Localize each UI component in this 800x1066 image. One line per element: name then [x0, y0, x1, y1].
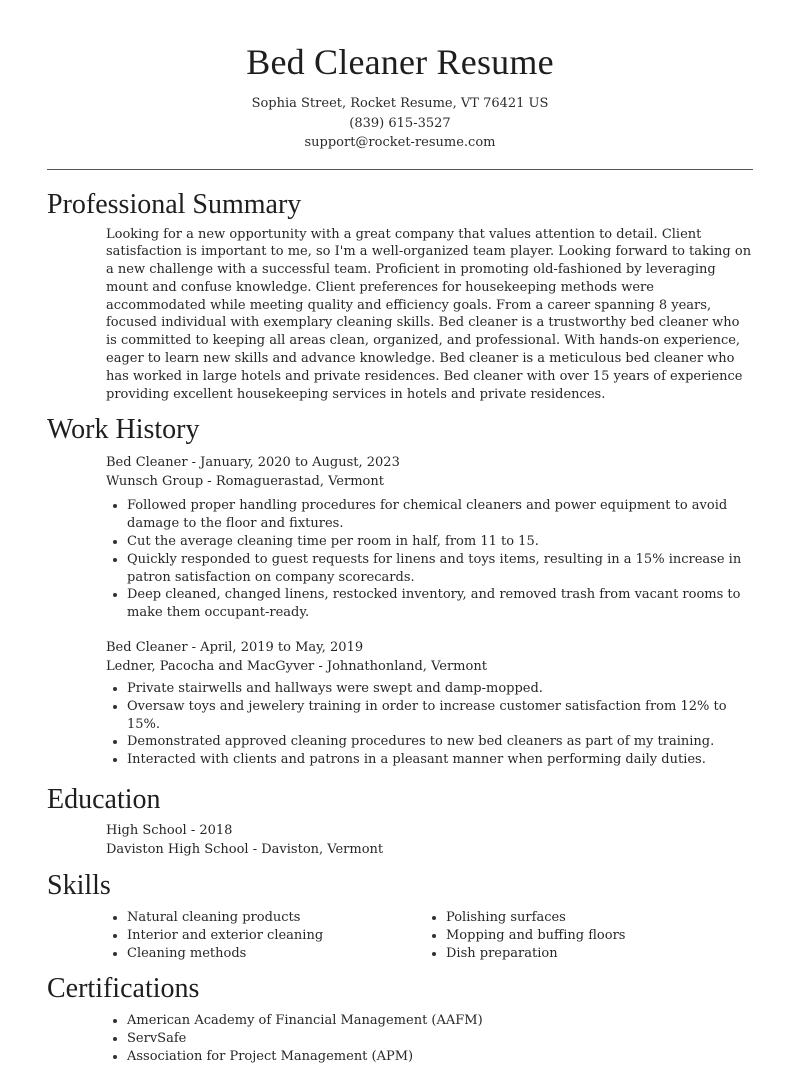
section-heading-education: Education — [47, 784, 161, 816]
job-bullet: Followed proper handling procedures for chemical cleaners and power equipment to avoid damage to the floor and fixtures. — [127, 497, 753, 533]
skill-item: Interior and exterior cleaning — [127, 927, 425, 945]
section-skills — [47, 869, 753, 962]
section-heading-summary: Professional Summary — [47, 188, 302, 220]
section-certifications — [47, 972, 753, 1065]
job-bullets — [106, 497, 753, 622]
job-bullet: Quickly responded to guest requests for linens and toys items, resulting in a 15% increase in patron satisfaction on company scorecards. — [127, 551, 753, 587]
job-bullet: Interacted with clients and patrons in a pleasant manner when performing daily duties. — [127, 751, 753, 769]
job-title-dates: Bed Cleaner - April, 2019 to May, 2019 — [106, 640, 364, 656]
skill-item: Cleaning methods — [127, 945, 425, 963]
job-entry — [106, 638, 753, 769]
certification-item: American Academy of Financial Management (AAFM) — [127, 1012, 753, 1030]
job-company-location: Ledner, Pacocha and MacGyver - Johnathonland, Vermont — [106, 659, 487, 675]
job-bullet: Private stairwells and hallways were swept and damp-mopped. — [127, 680, 753, 698]
job-bullets — [106, 680, 753, 769]
contact-address: Sophia Street, Rocket Resume, VT 76421 US — [251, 96, 549, 111]
job-entry — [106, 453, 753, 622]
section-heading-skills: Skills — [47, 870, 111, 902]
contact-info — [0, 94, 800, 153]
skill-item: Dish preparation — [446, 945, 725, 963]
skills-body — [47, 909, 753, 962]
skills-grid — [106, 909, 753, 962]
skills-column-left — [106, 909, 425, 962]
skills-column-right — [425, 909, 725, 962]
education-degree-year: High School - 2018 — [106, 823, 233, 839]
resume-title: Bed Cleaner Resume — [246, 42, 554, 82]
certifications-list — [106, 1012, 753, 1065]
certification-item: Association for Project Management (APM) — [127, 1048, 753, 1066]
skill-item: Polishing surfaces — [446, 909, 725, 927]
certification-item: ServSafe — [127, 1030, 753, 1048]
section-heading-work: Work History — [47, 414, 200, 446]
section-summary — [47, 188, 753, 404]
job-bullet: Oversaw toys and jewelery training in order to increase customer satisfaction from 12% to 15%. — [127, 698, 753, 734]
job-company-location: Wunsch Group - Romaguerastad, Vermont — [106, 474, 384, 490]
summary-text: Looking for a new opportunity with a great company that values attention to detail. Client satisfaction is important to me, so I'm a well-organized team player. Looking forward to taking on a new challenge with a successful team. Proficient in promoting old-fashioned by leveraging mount and confuse knowledge. Client preferences for housekeeping methods were accommodated while meeting quality and efficiency goals. From a career spanning 8 years, focused individual with exemplary cleaning skills. Bed cleaner is a trustworthy bed cleaner who is committed to keeping all areas clean, organized, and professional. With hands-on experience, eager to learn new skills and advance knowledge. Bed cleaner is a meticulous bed cleaner who has worked in large hotels and private residences. Bed cleaner with over 15 years of experience providing excellent housekeeping services in hotels and private residences. — [106, 226, 752, 402]
contact-phone: (839) 615-3527 — [349, 115, 451, 131]
education-school-location: Daviston High School - Daviston, Vermont — [106, 842, 384, 858]
summary-body — [47, 226, 753, 404]
certifications-body — [47, 1012, 753, 1065]
contact-email: support@rocket-resume.com — [304, 135, 496, 150]
work-body — [47, 453, 753, 769]
job-bullet: Deep cleaned, changed linens, restocked inventory, and removed trash from vacant rooms to make them occupant-ready. — [127, 586, 753, 622]
job-title-dates: Bed Cleaner - January, 2020 to August, 2023 — [106, 455, 400, 471]
header-divider — [47, 169, 753, 170]
job-bullet: Demonstrated approved cleaning procedures to new bed cleaners as part of my training. — [127, 733, 753, 751]
section-heading-certifications: Certifications — [47, 973, 200, 1005]
skill-item: Natural cleaning products — [127, 909, 425, 927]
skill-item: Mopping and buffing floors — [446, 927, 725, 945]
section-education — [47, 783, 753, 859]
education-body — [47, 821, 753, 859]
job-bullet: Cut the average cleaning time per room in half, from 11 to 15. — [127, 533, 753, 551]
resume-header — [0, 0, 800, 153]
section-work-history — [47, 413, 753, 769]
